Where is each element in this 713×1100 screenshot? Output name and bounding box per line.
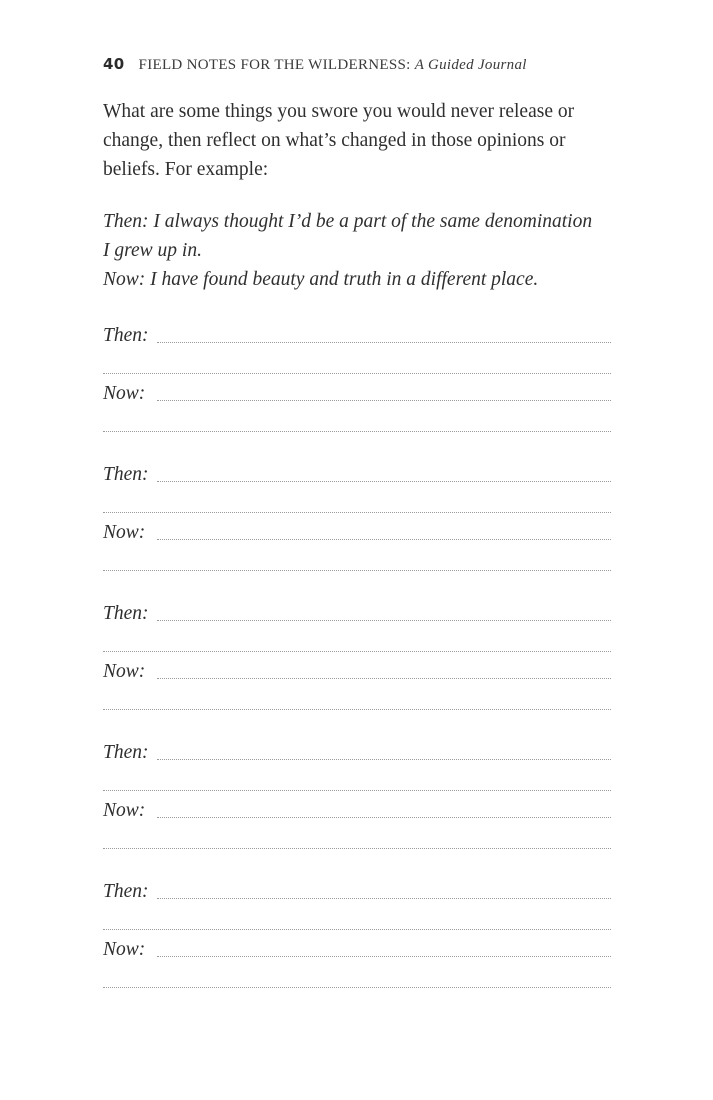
now-continuation-line[interactable] (103, 848, 611, 849)
then-continuation (103, 903, 611, 932)
now-continuation (103, 683, 611, 712)
book-title: FIELD NOTES FOR THE WILDERNESS: (138, 57, 411, 73)
example-then-line-1: Then: I always thought I’d be a part of the same denomination (103, 211, 593, 232)
now-continuation (103, 961, 611, 990)
now-row (103, 793, 611, 822)
now-write-line[interactable] (157, 400, 611, 401)
then-continuation (103, 625, 611, 654)
now-row (103, 654, 611, 683)
entry-2 (103, 457, 611, 596)
then-continuation-line[interactable] (103, 651, 611, 652)
then-continuation-line[interactable] (103, 790, 611, 791)
then-write-line[interactable] (157, 481, 611, 482)
now-label: Now: (103, 383, 146, 404)
then-write-line[interactable] (157, 759, 611, 760)
entry-3 (103, 596, 611, 735)
then-row (103, 874, 611, 903)
then-continuation (103, 764, 611, 793)
then-continuation (103, 347, 611, 376)
now-label: Now: (103, 661, 146, 682)
running-head (103, 55, 527, 74)
then-row (103, 457, 611, 486)
then-label: Then: (103, 881, 149, 902)
then-write-line[interactable] (157, 620, 611, 621)
now-write-line[interactable] (157, 817, 611, 818)
entry-1 (103, 318, 611, 457)
now-continuation-line[interactable] (103, 987, 611, 988)
page-number: 40 (103, 55, 125, 73)
now-row (103, 932, 611, 961)
then-label: Then: (103, 464, 149, 485)
journal-prompt: What are some things you swore you would never release or change, then reflect on what’s changed in those opinions or beliefs. For example: (103, 101, 575, 180)
then-row (103, 735, 611, 764)
then-continuation-line[interactable] (103, 373, 611, 374)
now-label: Now: (103, 800, 146, 821)
then-label: Then: (103, 603, 149, 624)
now-row (103, 515, 611, 544)
entry-4 (103, 735, 611, 874)
now-label: Now: (103, 522, 146, 543)
example-now-line: Now: I have found beauty and truth in a different place. (103, 269, 539, 290)
entries-list (103, 318, 611, 1013)
now-label: Now: (103, 939, 146, 960)
then-label: Then: (103, 742, 149, 763)
now-continuation (103, 405, 611, 434)
then-label: Then: (103, 325, 149, 346)
now-continuation-line[interactable] (103, 709, 611, 710)
then-write-line[interactable] (157, 898, 611, 899)
now-write-line[interactable] (157, 678, 611, 679)
now-write-line[interactable] (157, 539, 611, 540)
then-continuation-line[interactable] (103, 512, 611, 513)
now-continuation (103, 544, 611, 573)
then-continuation (103, 486, 611, 515)
book-subtitle: A Guided Journal (414, 57, 527, 73)
then-row (103, 318, 611, 347)
now-continuation (103, 822, 611, 851)
example-block (103, 207, 623, 294)
then-row (103, 596, 611, 625)
now-continuation-line[interactable] (103, 431, 611, 432)
now-row (103, 376, 611, 405)
now-continuation-line[interactable] (103, 570, 611, 571)
now-write-line[interactable] (157, 956, 611, 957)
entry-5 (103, 874, 611, 1013)
then-continuation-line[interactable] (103, 929, 611, 930)
then-write-line[interactable] (157, 342, 611, 343)
example-then-line-2: I grew up in. (103, 240, 202, 261)
